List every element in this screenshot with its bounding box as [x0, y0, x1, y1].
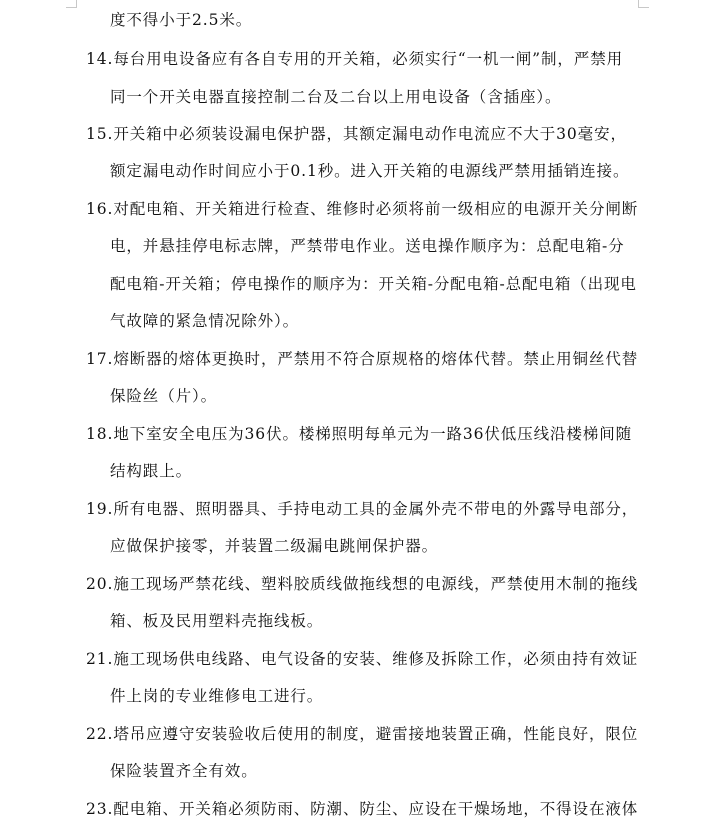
list-item-17-line-1: 17.熔断器的熔体更换时，严禁用不符合原规格的熔体代替。禁止用铜丝代替: [86, 350, 639, 368]
list-item-18-line-2: 结构跟上。: [110, 462, 193, 480]
list-item-16-line-4: 气故障的紧急情况除外）。: [110, 312, 300, 330]
list-item-20-line-2: 箱、板及民用塑料壳拖线板。: [110, 612, 324, 630]
list-item-17-line-2: 保险丝（片）。: [110, 387, 218, 405]
list-item-15-line-2: 额定漏电动作时间应小于0.1秒。进入开关箱的电源线严禁用插销连接。: [110, 162, 630, 180]
list-item-18-line-1: 18.地下室安全电压为36伏。楼梯照明每单元为一路36伏低压线沿楼梯间随: [86, 425, 632, 443]
list-item-15-line-1: 15.开关箱中必须装设漏电保护器，其额定漏电动作电流应不大于30毫安，: [86, 125, 627, 143]
list-item-14-line-2: 同一个开关电器直接控制二台及二台以上用电设备（含插座）。: [110, 88, 562, 106]
list-item-16-line-1: 16.对配电箱、开关箱进行检查、维修时必须将前一级相应的电源开关分闸断: [86, 200, 639, 218]
list-item-22-line-2: 保险装置齐全有效。: [110, 762, 258, 780]
list-item-14-line-1: 14.每台用电设备应有各自专用的开关箱，必须实行“一机一闸”制，严禁用: [86, 50, 624, 68]
text-line: 度不得小于2.5米。: [110, 11, 253, 29]
list-item-23-line-1: 23.配电箱、开关箱必须防雨、防潮、防尘、应设在干燥场地，不得设在液体: [86, 800, 639, 818]
page-corner-mark-right: [638, 0, 649, 8]
list-item-21-line-2: 件上岗的专业维修电工进行。: [110, 687, 324, 705]
list-item-19-line-1: 19.所有电器、照明器具、手持电动工具的金属外壳不带电的外露导电部分，: [86, 500, 639, 518]
page-corner-mark-left: [66, 0, 77, 8]
list-item-20-line-1: 20.施工现场严禁花线、塑料胶质线做拖线想的电源线，严禁使用木制的拖线: [86, 575, 639, 593]
list-item-16-line-2: 电，并悬挂停电标志牌，严禁带电作业。送电操作顺序为：总配电箱-分: [110, 237, 625, 255]
list-item-22-line-1: 22.塔吊应遵守安装验收后使用的制度，避雷接地装置正确，性能良好，限位: [86, 725, 639, 743]
list-item-16-line-3: 配电箱-开关箱；停电操作的顺序为：开关箱-分配电箱-总配电箱（出现电: [110, 275, 637, 293]
list-item-21-line-1: 21.施工现场供电线路、电气设备的安装、维修及拆除工作，必须由持有效证: [86, 650, 639, 668]
list-item-19-line-2: 应做保护接零，并装置二级漏电跳闸保护器。: [110, 537, 439, 555]
